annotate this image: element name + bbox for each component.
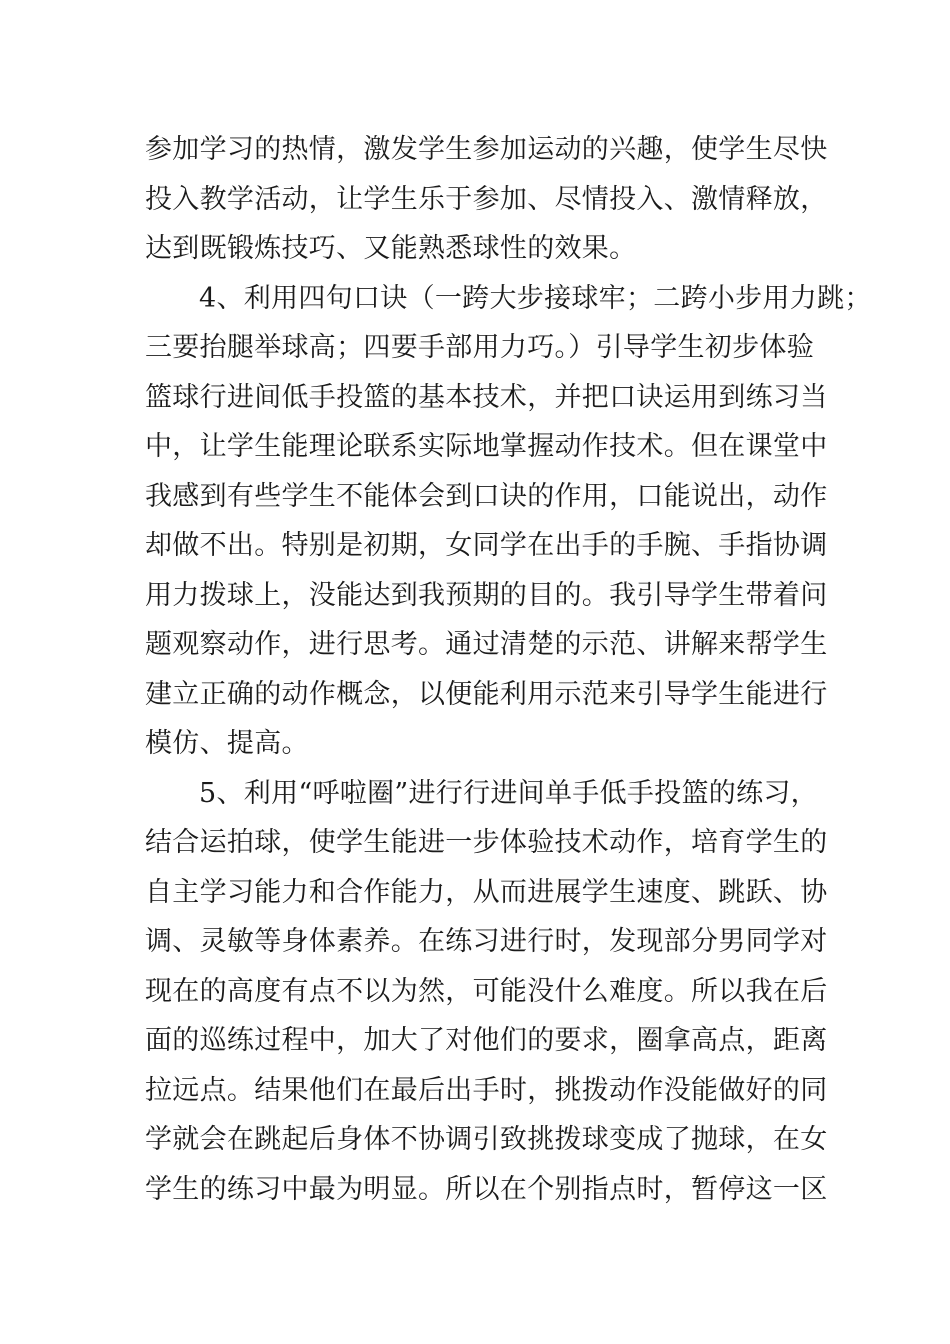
text-line: 投入教学活动，让学生乐于参加、尽情投入、激情释放， [145,183,828,215]
text-line: 三要抬腿举球高；四要手部用力巧。）引导学生初步体验 [145,332,814,363]
text-line: 建立正确的动作概念，以便能利用示范来引导学生能进行 [145,678,828,710]
text-line: 模仿、提高。 [145,728,309,759]
text-line: 却做不出。特别是初期，女同学在出手的手腕、手指协调 [145,530,828,561]
text-line: 我感到有些学生不能体会到口诀的作用，口能说出，动作 [145,480,828,512]
text-line: 拉远点。结果他们在最后出手时，挑拨动作没能做好的同 [145,1074,828,1106]
text-line: 用力拨球上，没能达到我预期的目的。我引导学生带着问 [145,579,828,611]
text-line: 面的巡练过程中，加大了对他们的要求，圈拿高点，距离 [145,1025,828,1056]
text-line-paragraph-start: 5、利用“呼啦圈”进行行进间单手低手投篮的练习， [199,777,818,809]
text-line: 调、灵敏等身体素养。在练习进行时，发现部分男同学对 [145,926,828,957]
text-line: 现在的高度有点不以为然，可能没什么难度。所以我在后 [145,975,828,1007]
text-line: 参加学习的热情，激发学生参加运动的兴趣，使学生尽快 [145,134,828,165]
text-line: 题观察动作，进行思考。通过清楚的示范、讲解来帮学生 [145,629,828,660]
text-line: 达到既锻炼技巧、又能熟悉球性的效果。 [145,233,637,264]
text-line: 结合运拍球，使学生能进一步体验技术动作，培育学生的 [145,827,828,858]
text-line-paragraph-start: 4、利用四句口诀（一跨大步接球牢；二跨小步用力跳； [199,282,872,314]
text-line: 篮球行进间低手投篮的基本技术，并把口诀运用到练习当 [145,381,828,413]
text-line: 中，让学生能理论联系实际地掌握动作技术。但在课堂中 [145,431,828,462]
text-line: 学就会在跳起后身体不协调引致挑拨球变成了抛球，在女 [145,1124,828,1155]
body-text [145,125,872,1214]
text-line: 学生的练习中最为明显。所以在个别指点时，暂停这一区 [145,1173,828,1205]
text-line: 自主学习能力和合作能力，从而进展学生速度、跳跃、协 [145,876,828,908]
